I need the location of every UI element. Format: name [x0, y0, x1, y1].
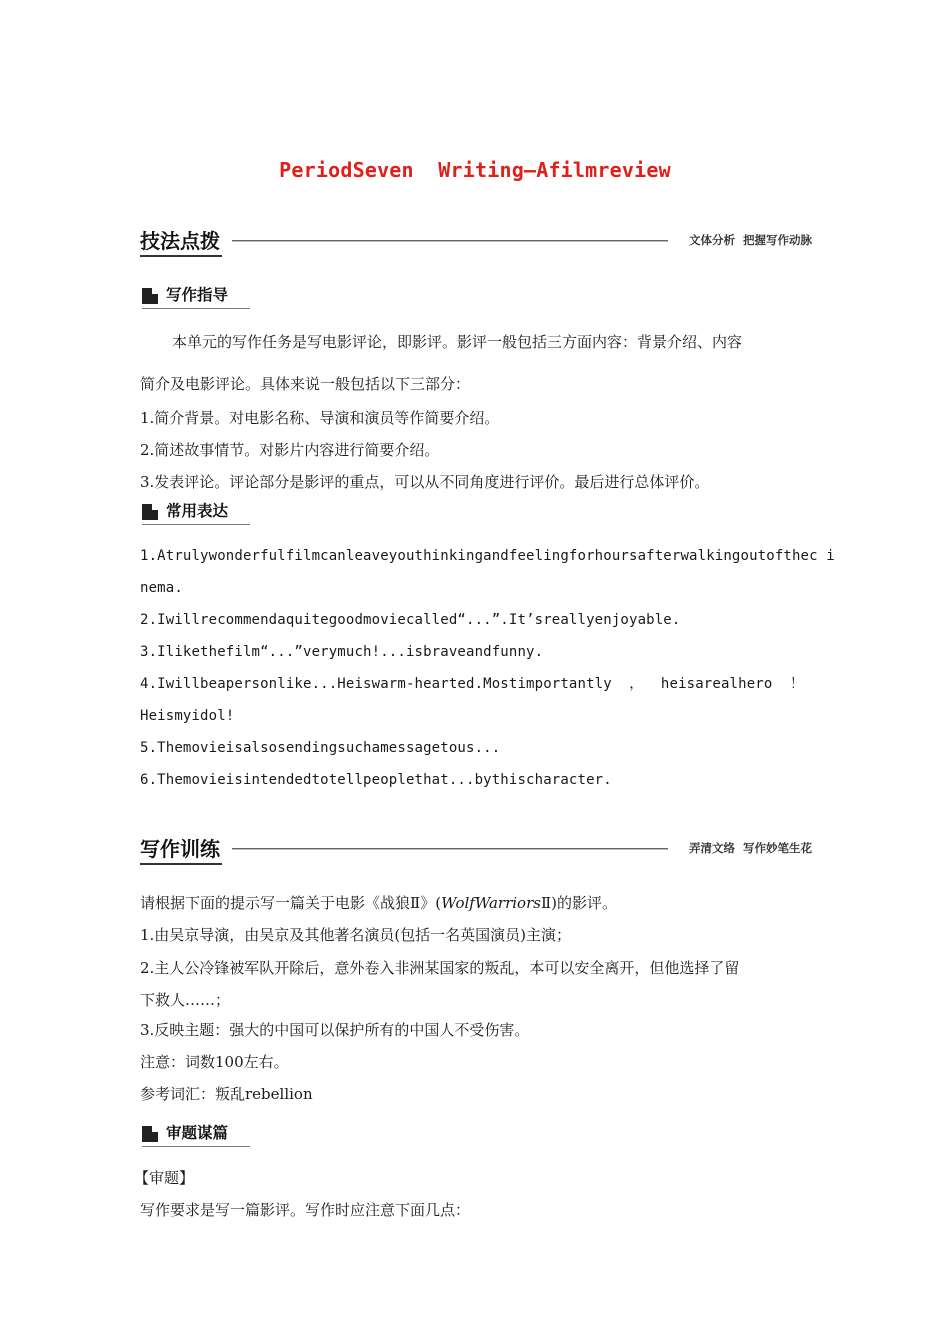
subsection-rule: [142, 1146, 250, 1147]
task-prompt-title: WolfWarriors: [441, 894, 541, 912]
expression-line: 2.Iwillrecommendaquitegoodmoviecalled“...”.It’sreallyenjoyable.: [140, 612, 681, 628]
task-prompt: [140, 893, 617, 913]
expression-line: 5.Themovieisalsosendingsuchamessagetous...: [140, 740, 501, 756]
banner-divider: [232, 240, 668, 242]
expression-fragment: 4.Iwillbeapersonlike...Heiswarm-hearted.Mostimportantly: [140, 676, 612, 692]
subsection-heading-text: 审题谋篇: [166, 1124, 229, 1142]
task-note: 注意：词数100左右。: [140, 1053, 289, 1071]
list-item: 3.发表评论。评论部分是影评的重点，可以从不同角度进行评价。最后进行总体评价。: [140, 473, 710, 491]
section-banner-skills: [140, 228, 812, 258]
subsection-heading-text: 写作指导: [166, 286, 229, 304]
subsection-heading-writing-guide: [142, 284, 252, 308]
expression-fragment: ，: [629, 676, 644, 692]
list-item: 1.简介背景。对电影名称、导演和演员等作简要介绍。: [140, 409, 500, 427]
expression-line: [140, 674, 808, 694]
expression-line: 3.Ilikethefilm“...”verymuch!...isbraveandfunny.: [140, 644, 544, 660]
page-title: PeriodSeven Writing—Afilmreview: [279, 158, 671, 182]
section-banner-training: [140, 836, 812, 866]
paragraph-line: 简介及电影评论。具体来说一般包括以下三部分：: [140, 375, 471, 393]
task-item: 2.主人公冷锋被军队开除后，意外卷入非洲某国家的叛乱，本可以安全离开，但他选择了留: [140, 959, 740, 977]
banner-underline: [140, 255, 222, 257]
subsection-heading-text: 常用表达: [166, 502, 229, 520]
analysis-text: 写作要求是写一篇影评。写作时应注意下面几点：: [140, 1201, 471, 1219]
banner-subtitle: 文体分析 把握写作动脉: [688, 233, 812, 247]
square-bullet-icon: [142, 1126, 158, 1142]
banner-title: 技法点拨: [140, 229, 220, 253]
expression-fragment: heisarealhero: [660, 676, 773, 692]
task-vocab: 参考词汇：叛乱rebellion: [140, 1085, 313, 1103]
subsection-heading-analysis: [142, 1122, 252, 1146]
task-prompt-text: 请根据下面的提示写一篇关于电影《战狼Ⅱ》(: [140, 894, 442, 912]
analysis-label: 【审题】: [134, 1169, 195, 1187]
banner-underline: [140, 863, 222, 865]
expression-line: 6.Themovieisintendedtotellpeoplethat...bythischaracter.: [140, 772, 612, 788]
subsection-rule: [142, 524, 250, 525]
task-item: 下救人……；: [140, 991, 231, 1009]
banner-divider: [232, 848, 668, 850]
square-bullet-icon: [142, 288, 158, 304]
task-prompt-text: Ⅱ)的影评。: [540, 894, 617, 912]
expression-fragment: ！: [789, 676, 805, 692]
banner-subtitle: 弄清文络 写作妙笔生花: [688, 841, 812, 855]
subsection-heading-expressions: [142, 500, 252, 524]
expression-line: nema.: [140, 580, 183, 596]
paragraph-line: 本单元的写作任务是写电影评论，即影评。影评一般包括三方面内容：背景介绍、内容: [172, 333, 743, 351]
expression-line: Heismyidol!: [140, 708, 235, 724]
banner-title: 写作训练: [140, 837, 220, 861]
list-item: 2.简述故事情节。对影片内容进行简要介绍。: [140, 441, 440, 459]
task-item: 3.反映主题：强大的中国可以保护所有的中国人不受伤害。: [140, 1021, 530, 1039]
subsection-rule: [142, 308, 250, 309]
expression-line: 1.Atrulywonderfulfilmcanleaveyouthinkingandfeelingforhoursafterwalkingoutofthec i: [140, 548, 835, 564]
task-item: 1.由吴京导演，由吴京及其他著名演员(包括一名英国演员)主演；: [140, 926, 572, 944]
square-bullet-icon: [142, 504, 158, 520]
